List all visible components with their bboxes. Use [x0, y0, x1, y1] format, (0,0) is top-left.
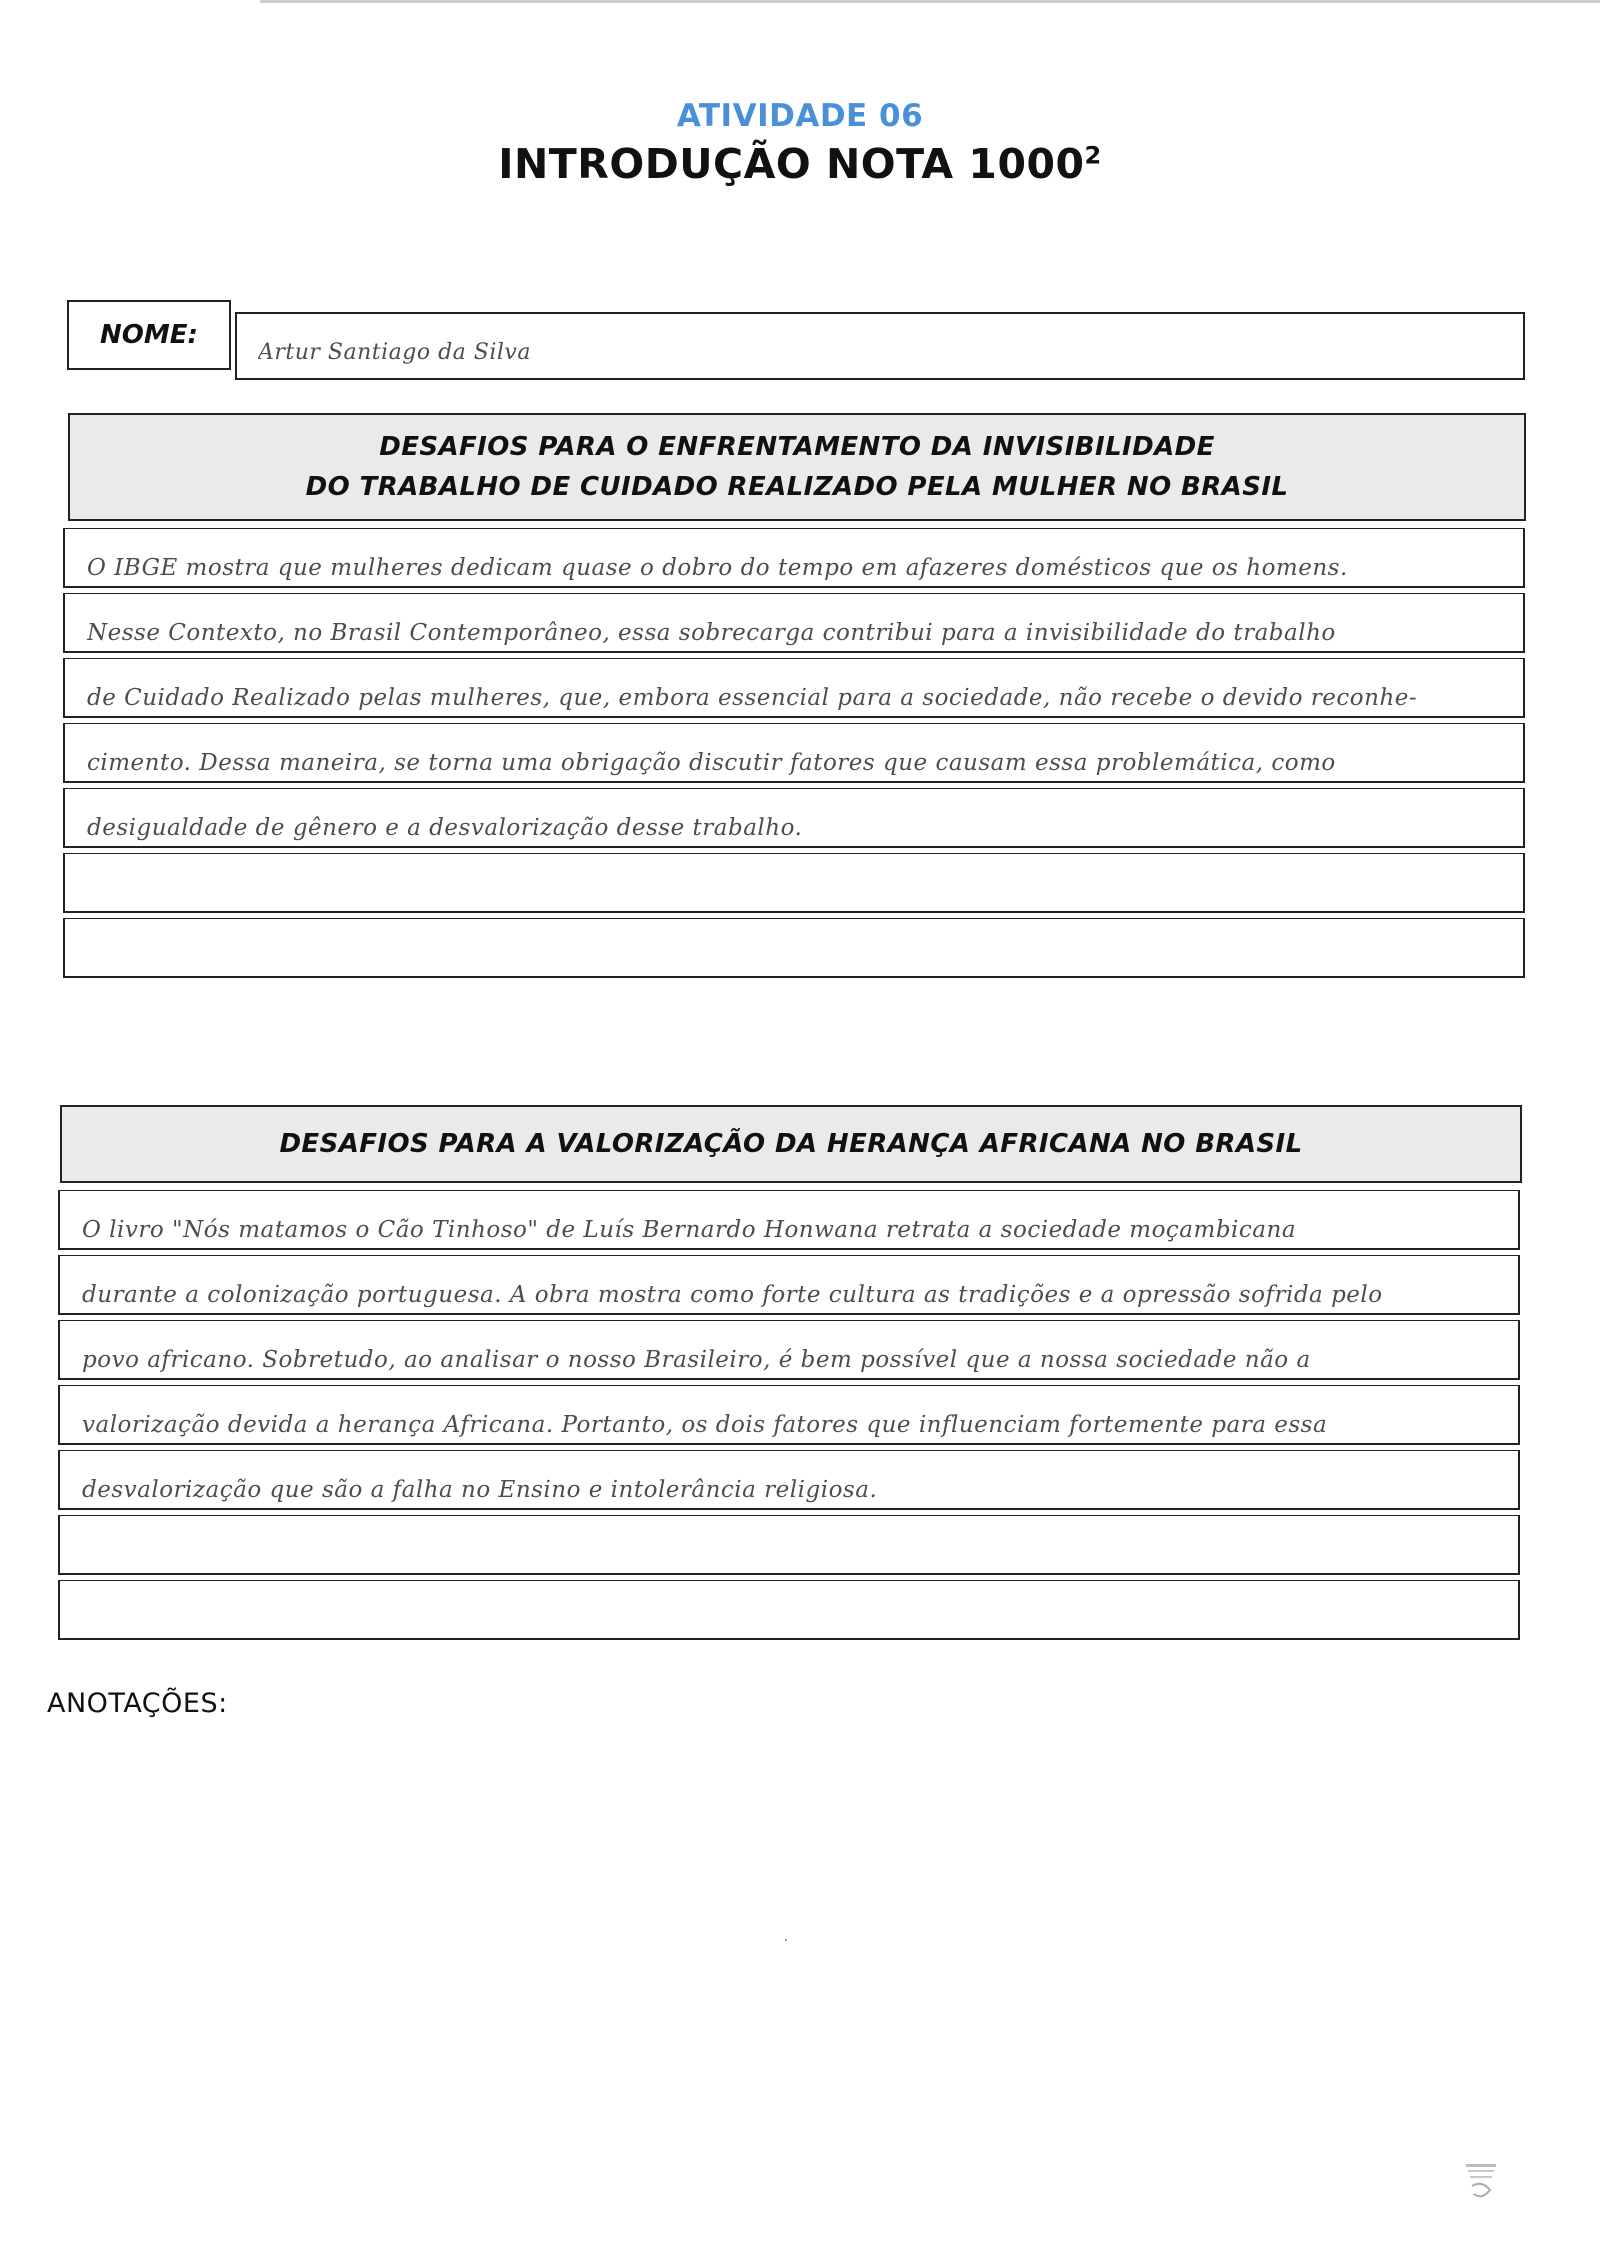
- section1-heading-line1: DESAFIOS PARA O ENFRENTAMENTO DA INVISIBILIDADE: [379, 432, 1215, 462]
- section1-handwriting-line: O IBGE mostra que mulheres dedicam quase o dobro do tempo em afazeres domésticos que os homens.: [87, 555, 1348, 581]
- section2-handwriting-line: valorização devida a herança Africana. Portanto, os dois fatores que influenciam fortemente para essa: [82, 1412, 1328, 1438]
- section2-handwriting-line: durante a colonização portuguesa. A obra mostra como forte cultura as tradições e a opressão sofrida pelo: [82, 1282, 1383, 1308]
- section2-handwriting-line: [82, 1533, 1504, 1577]
- section2-handwriting-line: [82, 1598, 1504, 1642]
- section1-handwriting-line: [87, 871, 1509, 915]
- name-handwriting: Artur Santiago da Silva: [258, 340, 531, 365]
- activity-number: ATIVIDADE 06: [676, 98, 924, 134]
- section1-handwriting-line: [87, 936, 1509, 980]
- section2-heading: [60, 1105, 1522, 1183]
- name-label: NOME:: [67, 300, 231, 370]
- section1-heading-line2: DO TRABALHO DE CUIDADO REALIZADO PELA MULHER NO BRASIL: [305, 472, 1289, 502]
- section1-handwriting-line: de Cuidado Realizado pelas mulheres, que, embora essencial para a sociedade, não recebe o devido reconhe-: [87, 685, 1418, 711]
- section2-heading-text: DESAFIOS PARA A VALORIZAÇÃO DA HERANÇA AFRICANA NO BRASIL: [279, 1129, 1303, 1159]
- top-edge-rule: [260, 0, 1600, 3]
- section2-handwriting-line: desvalorização que são a falha no Ensino e intolerância religiosa.: [82, 1477, 878, 1503]
- scan-speck: [785, 1939, 787, 1941]
- section2-handwriting-line: povo africano. Sobretudo, ao analisar o nosso Brasileiro, é bem possível que a nossa sociedade não a: [82, 1347, 1311, 1373]
- section1-handwriting-line: Nesse Contexto, no Brasil Contemporâneo, essa sobrecarga contribui para a invisibilidade do trabalho: [87, 620, 1336, 646]
- page-title: [0, 140, 1600, 188]
- section1-handwriting-line: desigualdade de gênero e a desvalorização desse trabalho.: [87, 815, 803, 841]
- notes-label: ANOTAÇÕES:: [47, 1688, 228, 1719]
- section2-handwriting-line: O livro "Nós matamos o Cão Tinhoso" de Luís Bernardo Honwana retrata a sociedade moçambicana: [82, 1217, 1297, 1243]
- section1-heading: [68, 413, 1526, 521]
- page-title-superscript: 2: [1084, 141, 1102, 170]
- section1-handwriting-line: cimento. Dessa maneira, se torna uma obrigação discutir fatores que causam essa problemática, como: [87, 750, 1336, 776]
- scan-mark-icon: [1464, 2160, 1498, 2204]
- page-title-text: INTRODUÇÃO NOTA 1000: [498, 140, 1085, 188]
- page-header: [0, 98, 1600, 188]
